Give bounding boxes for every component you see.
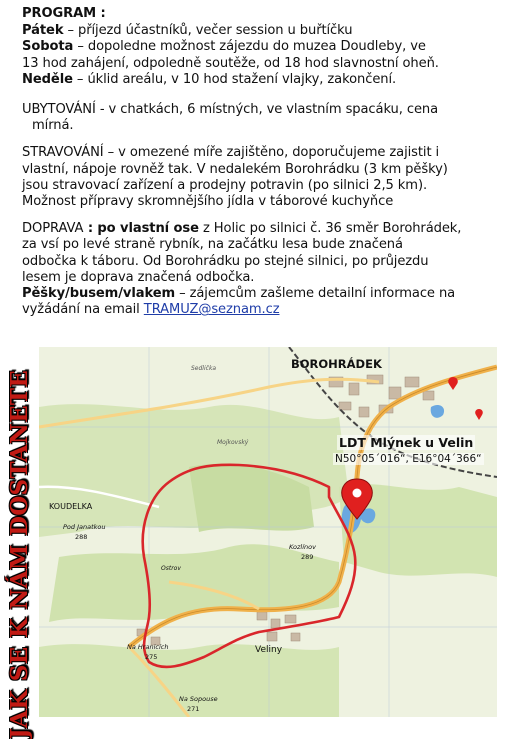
sobota-day: Sobota: [22, 39, 74, 55]
map-label-na-sopouse: Na Sopouse: [179, 695, 218, 703]
map-label-veliny: Veliny: [255, 645, 283, 655]
doprava-line-1: [22, 221, 484, 237]
map-label-elev-271: 271: [187, 705, 200, 713]
destination-name: LDT Mlýnek u Velin: [339, 435, 474, 450]
stravovani-line-1: STRAVOVÁNÍ – v omezené míře zajištěno, doporučujeme zajistit i: [22, 145, 440, 161]
nedele-text: – úklid areálu, v 10 hod stažení vlajky, zakončení.: [72, 71, 397, 87]
pesky-text-1: – zájemcům zašleme detailní informace na: [175, 286, 456, 302]
email-link[interactable]: TRAMUZ@seznam.cz: [143, 302, 280, 318]
stravovani-section: [22, 145, 484, 210]
ubytovani-section: [22, 102, 484, 134]
map-label-ostrov: Ostrov: [161, 565, 181, 572]
patek-text: – příjezd účastníků, večer session u buřtíčku: [63, 23, 353, 39]
nedele-day: Neděle: [22, 71, 73, 87]
doprava-line-2: za vsí po levé straně rybník, na začátku lesa bude značená: [22, 237, 403, 253]
pesky-label: Pěšky/busem/vlakem: [22, 286, 176, 302]
sobota-line-1: [22, 39, 484, 55]
pesky-line-2: [22, 302, 484, 318]
map-label-pod-janatkou: Pod Janatkou: [63, 523, 106, 531]
stravovani-line-4: Možnost přípravy skromnějšího jídla v táborové kuchyňce: [22, 194, 394, 210]
sobota-text-1: – dopoledne možnost zájezdu do muzea Doudleby, ve: [73, 39, 426, 55]
map-label-koudelka: KOUDELKA: [49, 502, 93, 511]
map-label-elev-275: 275: [145, 653, 158, 661]
map-label-sedlicka: Sedlička: [191, 365, 217, 372]
program-heading: PROGRAM :: [22, 6, 106, 21]
side-title: [3, 369, 37, 739]
doprava-section: [22, 221, 484, 318]
doprava-line-1-rest: z Holic po silnici č. 36 směr Borohrádek,: [198, 221, 462, 237]
ubytovani-line-2: mírná.: [32, 118, 74, 134]
location-map[interactable]: [39, 347, 497, 717]
side-title-text: JAK SE K NÁM DOSTANETE: [6, 369, 34, 739]
nedele-line: [22, 72, 484, 88]
info-text: [22, 6, 484, 326]
stravovani-line-3: jsou stravovací zařízení a prodejny potravin (po silnici 2,5 km).: [22, 177, 428, 193]
town-label: BOROHRÁDEK: [291, 357, 382, 371]
pesky-text-2: vyžádání na email: [22, 302, 144, 318]
ubytovani-line-1: UBYTOVÁNÍ - v chatkách, 6 místných, ve vlastním spacáku, cena: [22, 102, 439, 118]
patek-day: Pátek: [22, 23, 64, 39]
destination-coordinates: N50°05´016“, E16°04´366“: [335, 453, 482, 465]
program-section: [22, 6, 484, 88]
map-label-elev-289: 289: [301, 553, 314, 561]
pesky-line-1: [22, 286, 484, 302]
patek-line: [22, 23, 484, 39]
map-label-elev-288: 288: [75, 533, 88, 541]
sobota-line-2: 13 hod zahájení, odpoledně soutěže, od 18 hod slavnostní oheň.: [22, 55, 439, 71]
map-graphic: [39, 347, 497, 717]
doprava-bold: : po vlastní ose: [83, 221, 199, 237]
stravovani-line-2: vlastní, nápoje rovněž tak. V nedalekém Borohrádku (3 km pěšky): [22, 161, 448, 177]
map-label-kralinov: Kozlínov: [289, 543, 316, 551]
doprava-line-4: lesem je doprava značená odbočka.: [22, 269, 255, 285]
doprava-line-3: odbočka k táboru. Od Borohrádku po stejné silnici, po průjezdu: [22, 253, 429, 269]
map-label-na-hranicich: Na Hranicích: [127, 643, 169, 651]
doprava-label: DOPRAVA: [22, 221, 84, 237]
map-label-mojkovsky: Mojkovský: [217, 439, 249, 446]
